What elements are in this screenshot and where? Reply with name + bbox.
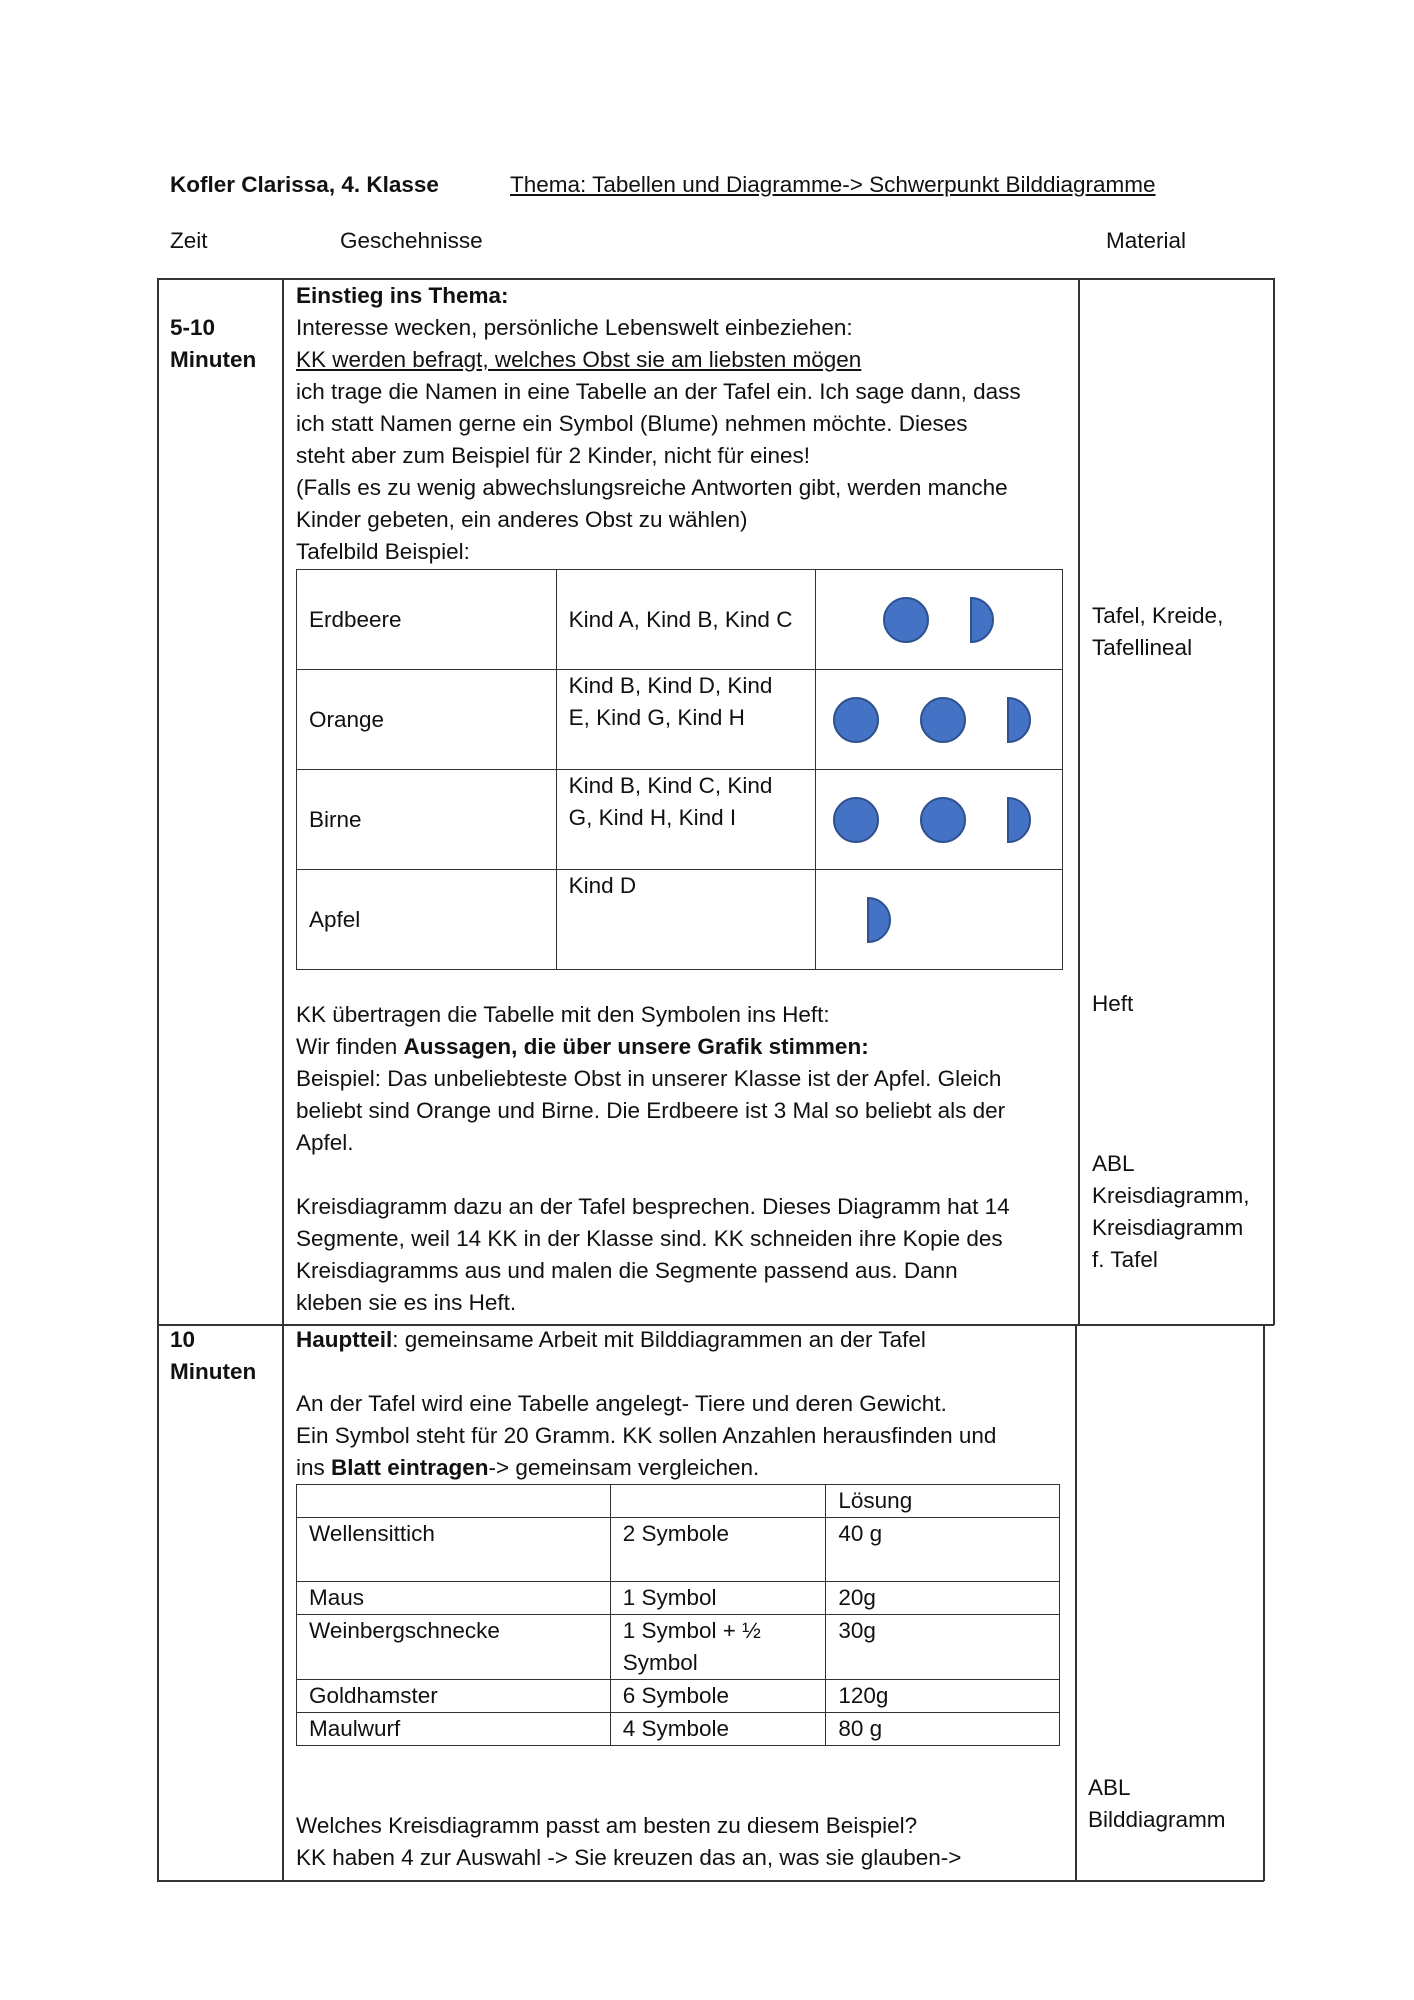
animal-row — [297, 1518, 1060, 1582]
para-line: steht aber zum Beispiel für 2 Kinder, nicht für eines! — [296, 443, 811, 468]
animal-row — [297, 1680, 1060, 1713]
section2-text-top — [296, 1324, 996, 1484]
fruit-name: Apfel — [297, 870, 557, 970]
para-line: Kreisdiagramm dazu an der Tafel besprechen. Dieses Diagramm hat 14 — [296, 1194, 1010, 1219]
para-line: An der Tafel wird eine Tabelle angelegt- Tiere und deren Gewicht. — [296, 1391, 947, 1416]
para-line: Segmente, weil 14 KK in der Klasse sind. KK schneiden ihre Kopie des — [296, 1226, 1003, 1251]
para-line: ich statt Namen gerne ein Symbol (Blume) nehmen möchte. Dieses — [296, 411, 968, 436]
material-notebook: Heft — [1092, 991, 1134, 1016]
fruit-name: Erdbeere — [297, 570, 557, 670]
animal-header-cell — [610, 1485, 826, 1518]
animal-name: Maulwurf — [297, 1713, 611, 1746]
animal-symbol-count: 1 Symbol — [610, 1582, 826, 1615]
full-symbol-icon — [921, 698, 965, 742]
lesson-topic: Thema: Tabellen und Diagramme-> Schwerpunkt Bilddiagramme — [510, 172, 1156, 197]
fruit-row — [297, 670, 1063, 770]
fruit-name: Orange — [297, 670, 557, 770]
material-worksheet-pie: ABL Kreisdiagramm, Kreisdiagramm f. Tafel — [1092, 1151, 1250, 1272]
author-class: Kofler Clarissa, 4. Klasse — [170, 172, 439, 197]
para-line: ich trage die Namen in eine Tabelle an der Tafel ein. Ich sage dann, dass — [296, 379, 1021, 404]
animal-solution: 40 g — [826, 1518, 1060, 1582]
fruit-row — [297, 770, 1063, 870]
flower-symbols-graphic — [828, 790, 1050, 850]
fruit-kids: Kind A, Kind B, Kind C — [556, 570, 815, 670]
para-line: KK übertragen die Tabelle mit den Symbolen ins Heft: — [296, 1002, 830, 1027]
section1-text-bottom — [296, 999, 1010, 1319]
flower-symbols-graphic — [828, 590, 1050, 650]
para-line: Ein Symbol steht für 20 Gramm. KK sollen Anzahlen herausfinden und — [296, 1423, 997, 1448]
para-line: Kreisdiagramms aus und malen die Segmente passend aus. Dann — [296, 1258, 958, 1283]
animal-name: Weinbergschnecke — [297, 1615, 611, 1680]
animal-symbol-count: 6 Symbole — [610, 1680, 826, 1713]
full-symbol-icon — [921, 798, 965, 842]
full-symbol-icon — [834, 698, 878, 742]
animal-solution: 80 g — [826, 1713, 1060, 1746]
section1-time: 5-10 Minuten — [170, 315, 257, 372]
animal-symbol-count: 1 Symbol + ½ Symbol — [610, 1615, 826, 1680]
animal-name: Goldhamster — [297, 1680, 611, 1713]
para-line: Welches Kreisdiagramm passt am besten zu diesem Beispiel? — [296, 1813, 918, 1838]
fruit-symbols — [815, 570, 1062, 670]
column-material-label: Material — [1106, 228, 1187, 253]
animal-symbol-count: 2 Symbole — [610, 1518, 826, 1582]
animal-row — [297, 1615, 1060, 1680]
para-line: beliebt sind Orange und Birne. Die Erdbeere ist 3 Mal so beliebt als der — [296, 1098, 1006, 1123]
fruit-symbols — [815, 670, 1062, 770]
flower-symbols-graphic — [828, 890, 1050, 950]
para-line: KK haben 4 zur Auswahl -> Sie kreuzen das an, was sie glauben-> — [296, 1845, 962, 1870]
half-symbol-icon — [971, 598, 993, 642]
animal-name: Maus — [297, 1582, 611, 1615]
section1-intro: Interesse wecken, persönliche Lebenswelt einbeziehen: — [296, 315, 853, 340]
half-symbol-icon — [1008, 698, 1030, 742]
para-line: ins Blatt eintragen-> gemeinsam vergleichen. — [296, 1455, 760, 1480]
animal-solution: 120g — [826, 1680, 1060, 1713]
fruit-name: Birne — [297, 770, 557, 870]
full-symbol-icon — [834, 798, 878, 842]
fruit-symbols — [815, 770, 1062, 870]
animal-header-row — [297, 1485, 1060, 1518]
section2-text-bottom — [296, 1810, 961, 1874]
section1-text-top — [296, 280, 1021, 568]
flower-symbols-graphic — [828, 690, 1050, 750]
column-time-label: Zeit — [170, 228, 208, 253]
para-line: (Falls es zu wenig abwechslungsreiche Antworten gibt, werden manche — [296, 475, 1008, 500]
section1-heading: Einstieg ins Thema: — [296, 283, 509, 308]
animal-header-cell: Lösung — [826, 1485, 1060, 1518]
animal-solution: 20g — [826, 1582, 1060, 1615]
animal-symbol-count: 4 Symbole — [610, 1713, 826, 1746]
animal-row — [297, 1582, 1060, 1615]
material-worksheet-picture: ABL Bilddiagramm — [1088, 1775, 1226, 1832]
section2-heading: Hauptteil: gemeinsame Arbeit mit Bilddiagrammen an der Tafel — [296, 1327, 926, 1352]
animal-name: Wellensittich — [297, 1518, 611, 1582]
fruit-kids: Kind D — [556, 870, 815, 970]
material-board: Tafel, Kreide, Tafellineal — [1092, 603, 1224, 660]
para-line: Beispiel: Das unbeliebteste Obst in unserer Klasse ist der Apfel. Gleich — [296, 1066, 1002, 1091]
fruit-kids: Kind B, Kind C, Kind G, Kind H, Kind I — [556, 770, 815, 870]
column-events-label: Geschehnisse — [340, 228, 483, 253]
half-symbol-icon — [868, 898, 890, 942]
section2-time: 10 Minuten — [170, 1327, 257, 1384]
fruit-kids: Kind B, Kind D, Kind E, Kind G, Kind H — [556, 670, 815, 770]
fruit-row — [297, 570, 1063, 670]
fruit-row — [297, 870, 1063, 970]
animal-solution: 30g — [826, 1615, 1060, 1680]
animal-table — [296, 1484, 1060, 1746]
full-symbol-icon — [884, 598, 928, 642]
para-line: kleben sie es ins Heft. — [296, 1290, 517, 1315]
fruit-symbols — [815, 870, 1062, 970]
half-symbol-icon — [1008, 798, 1030, 842]
para-line: Kinder gebeten, ein anderes Obst zu wählen) — [296, 507, 748, 532]
para-line: Apfel. — [296, 1130, 354, 1155]
para-line: Wir finden Aussagen, die über unsere Grafik stimmen: — [296, 1034, 869, 1059]
section1-question: KK werden befragt, welches Obst sie am liebsten mögen — [296, 347, 862, 372]
animal-header-cell — [297, 1485, 611, 1518]
para-line: Tafelbild Beispiel: — [296, 539, 470, 564]
animal-row — [297, 1713, 1060, 1746]
fruit-table — [296, 569, 1063, 970]
